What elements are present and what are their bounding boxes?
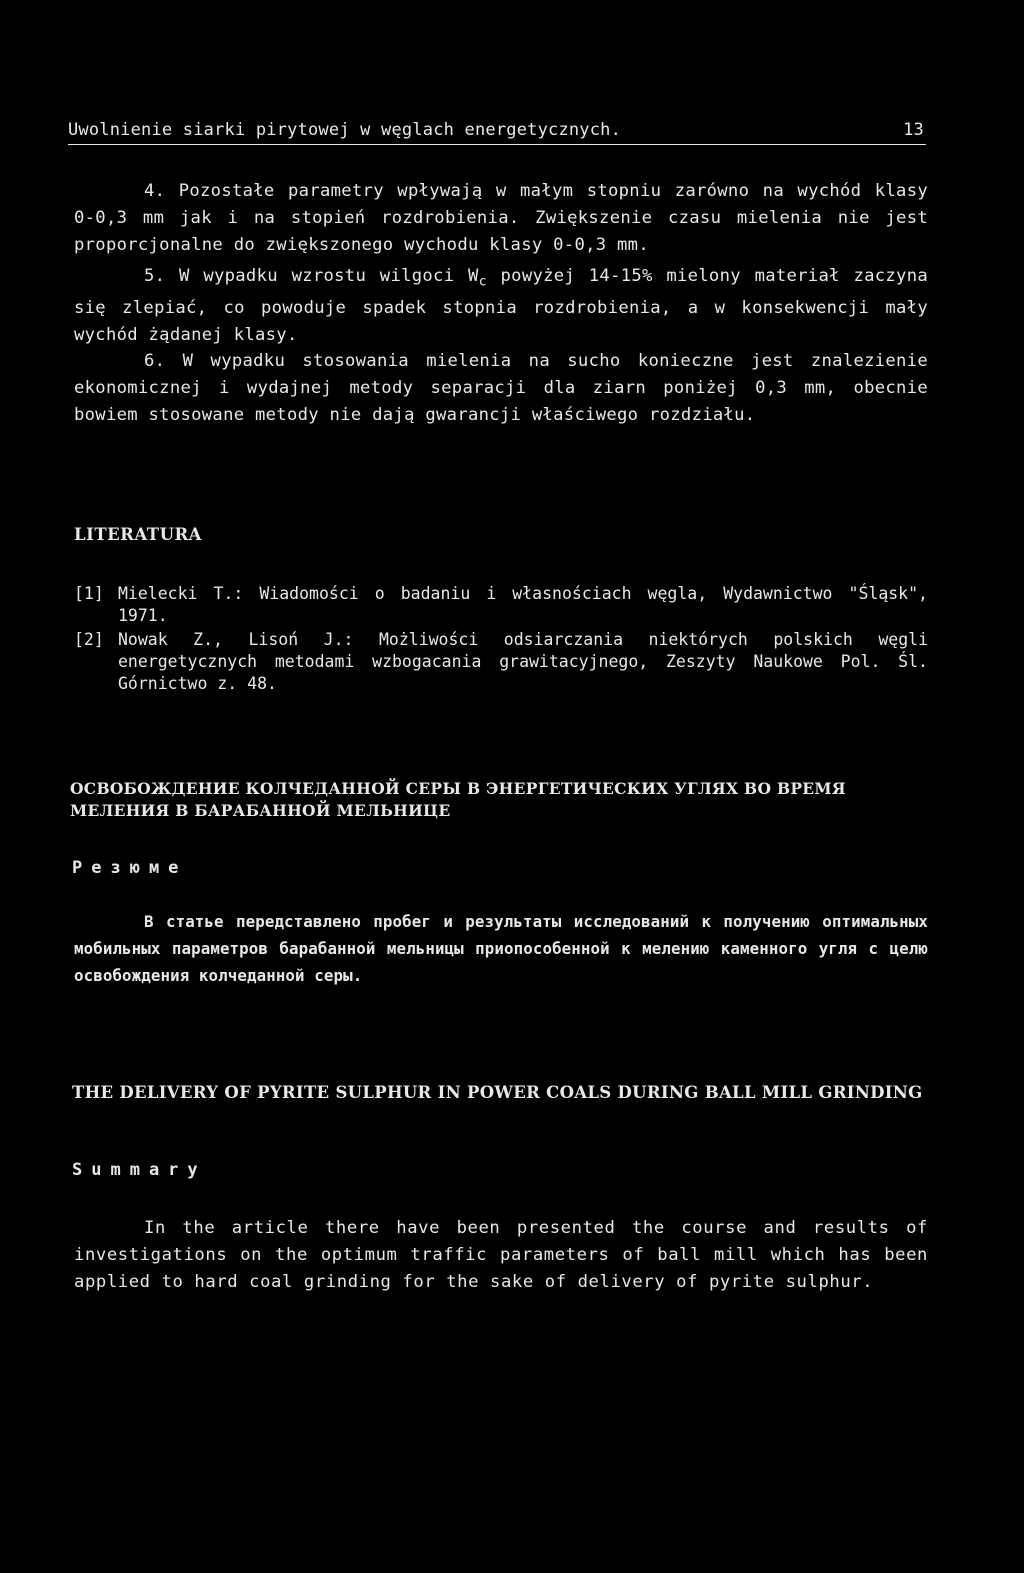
paragraph-6-text: 6. W wypadku stosowania mielenia na sucho konieczne jest znalezienie ekonomicznej i wydajnej metody separacji dla ziarn poniżej 0,3 mm, obecnie bowiem stosowane metody nie dają gwarancji właściwego rozdziału. — [74, 351, 928, 425]
english-title: THE DELIVERY OF PYRITE SULPHUR IN POWER COALS DURING BALL MILL GRINDING — [72, 1083, 923, 1102]
paragraph-5-subscript: c — [478, 274, 487, 290]
paragraph-5-text-b: powyżej 14-15% mielony materiał zaczyna się zlepiać, co powoduje spadek stopnia rozdrobienia, a w konsekwencji mały wychód żądanej klasy. — [74, 266, 928, 346]
russian-title: ОСВОБОЖДЕНИЕ КОЛЧЕДАННОЙ СЕРЫ В ЭНЕРГЕТИЧЕСКИХ УГЛЯХ ВО ВРЕМЯ МЕЛЕНИЯ В БАРАБАННОЙ МЕЛЬНИЦЕ — [70, 779, 846, 820]
running-head — [68, 118, 926, 145]
reference-1 — [74, 583, 928, 627]
reference-1-text: Mielecki T.: Wiadomości o badaniu i własnościach węgla, Wydawnictwo "Śląsk", 1971. — [118, 584, 928, 625]
reference-2-number: [2] — [74, 630, 104, 649]
english-summary-text: In the article there have been presented the course and results of investigations on the optimum traffic parameters of ball mill which has been applied to hard coal grinding for the sake of delivery of pyrite sulphur. — [74, 1218, 928, 1292]
reference-2-text: Nowak Z., Lisoń J.: Możliwości odsiarczania niektórych polskich węgli energetycznych metodami wzbogacania grawitacyjnego, Zeszyty Naukowe Pol. Śl. Górnictwo z. 48. — [118, 630, 928, 693]
paragraph-5-text-a: 5. W wypadku wzrostu wilgoci W — [144, 266, 479, 286]
reference-1-number: [1] — [74, 584, 104, 603]
paragraph-4 — [74, 178, 928, 259]
russian-summary-text: В статье передставлено пробег и результаты исследований к получению оптимальных мобильных параметров барабанной мельницы приопособенной к мелению каменного угля с целю освобождения колчеданной серы. — [74, 912, 928, 985]
russian-summary-heading: Резюме — [72, 858, 188, 878]
russian-summary — [74, 908, 928, 989]
literature-heading: LITERATURA — [74, 525, 202, 544]
english-summary-heading: Summary — [72, 1160, 207, 1180]
paragraph-5 — [74, 263, 928, 349]
paragraph-6 — [74, 348, 928, 429]
paragraph-4-text: 4. Pozostałe parametry wpływają w małym stopniu zarówno na wychód klasy 0-0,3 mm jak i na stopień rozdrobienia. Zwiększenie czasu mielenia nie jest proporcjonalne do zwiększonego wychodu klasy 0-0,3 mm. — [74, 181, 928, 255]
reference-2 — [74, 629, 928, 695]
running-head-title: Uwolnienie siarki pirytowej w węglach energetycznych. — [68, 120, 622, 140]
page-number: 13 — [903, 120, 924, 140]
english-summary — [74, 1215, 928, 1296]
